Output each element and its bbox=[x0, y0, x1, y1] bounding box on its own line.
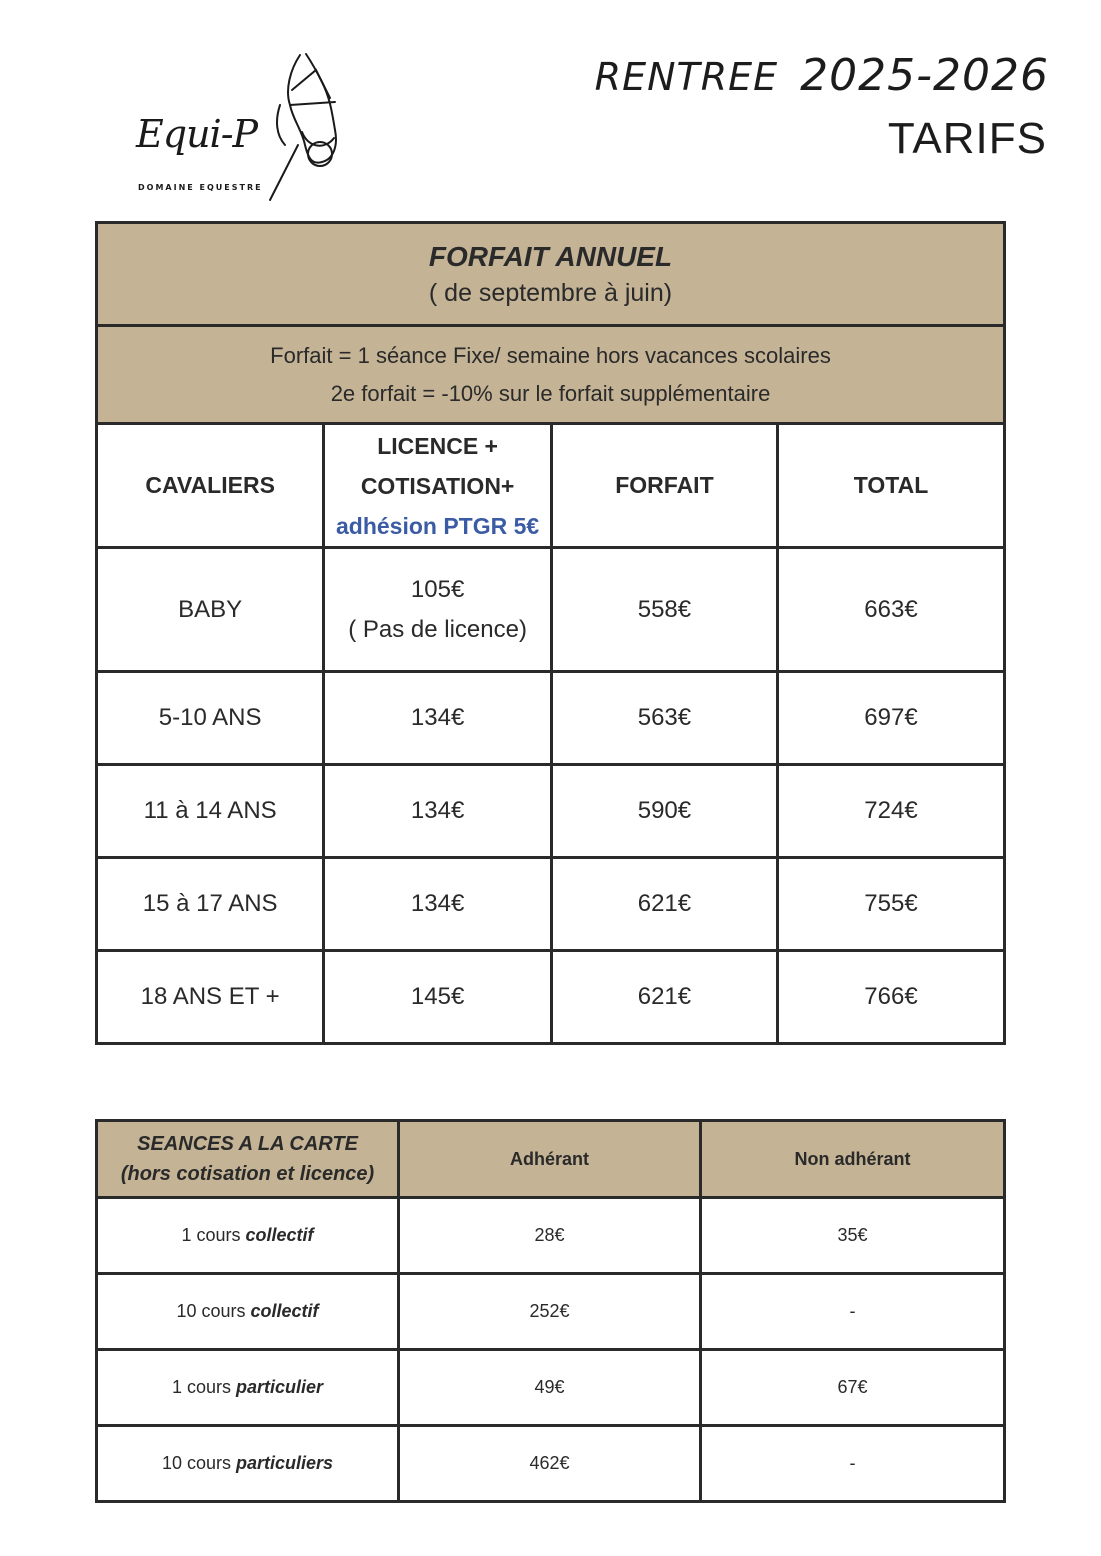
header-cavaliers: CAVALIERS bbox=[97, 424, 324, 548]
seances-title-line1: SEANCES A LA CARTE bbox=[137, 1133, 358, 1155]
header-licence bbox=[324, 424, 552, 548]
table-row bbox=[97, 765, 1005, 858]
forfait-title: FORFAIT ANNUEL bbox=[428, 240, 673, 272]
seances-header-row bbox=[97, 1121, 1005, 1198]
non-adherant-cell: 67€ bbox=[701, 1350, 1005, 1426]
total-cell: 724€ bbox=[778, 765, 1005, 858]
licence-cell bbox=[324, 548, 552, 672]
seance-label bbox=[97, 1350, 399, 1426]
rentree-label: RENTREE bbox=[594, 55, 779, 99]
licence-cell: 134€ bbox=[324, 672, 552, 765]
header-licence-line3: adhésion PTGR 5€ bbox=[335, 512, 540, 539]
table-row bbox=[97, 1426, 1005, 1502]
header-adherant: Adhérant bbox=[399, 1121, 701, 1198]
header-licence-line1: LICENCE + bbox=[377, 432, 498, 459]
cavalier-cell: 5-10 ANS bbox=[97, 672, 324, 765]
forfait-description-2: 2e forfait = -10% sur le forfait supplémentaire bbox=[330, 380, 771, 406]
licence-cell: 134€ bbox=[324, 765, 552, 858]
non-adherant-cell: - bbox=[701, 1426, 1005, 1502]
adherant-cell: 49€ bbox=[399, 1350, 701, 1426]
seance-kind: collectif bbox=[245, 1225, 314, 1245]
header-non-adherant: Non adhérant bbox=[701, 1121, 1005, 1198]
forfait-subtitle: ( de septembre à juin) bbox=[428, 278, 673, 307]
forfait-cell: 590€ bbox=[551, 765, 777, 858]
page-title: TARIFS bbox=[887, 114, 1047, 163]
seance-count: 1 cours bbox=[172, 1377, 237, 1397]
season-years: 2025-2026 bbox=[800, 50, 1049, 101]
seance-label bbox=[97, 1198, 399, 1274]
total-cell: 766€ bbox=[778, 951, 1005, 1044]
licence-cell: 145€ bbox=[324, 951, 552, 1044]
seance-count: 10 cours bbox=[161, 1453, 237, 1473]
adherant-cell: 462€ bbox=[399, 1426, 701, 1502]
seance-count: 10 cours bbox=[176, 1301, 251, 1321]
header-forfait: FORFAIT bbox=[551, 424, 777, 548]
logo-wordmark: Equi-P bbox=[136, 112, 258, 156]
table-row bbox=[97, 1350, 1005, 1426]
forfait-description-1: Forfait = 1 séance Fixe/ semaine hors vacances scolaires bbox=[270, 342, 831, 368]
table-row bbox=[97, 548, 1005, 672]
forfait-cell: 621€ bbox=[551, 951, 777, 1044]
cavalier-cell: BABY bbox=[97, 548, 324, 672]
cavalier-cell: 18 ANS ET + bbox=[97, 951, 324, 1044]
non-adherant-cell: - bbox=[701, 1274, 1005, 1350]
licence-value: 105€ bbox=[410, 575, 465, 603]
licence-cell: 134€ bbox=[324, 858, 552, 951]
seance-count: 1 cours bbox=[181, 1225, 246, 1245]
logo bbox=[130, 50, 360, 210]
seance-kind: particuliers bbox=[236, 1453, 334, 1473]
seance-kind: collectif bbox=[250, 1301, 319, 1321]
table-row bbox=[97, 1198, 1005, 1274]
forfait-cell: 558€ bbox=[551, 548, 777, 672]
header-total: TOTAL bbox=[778, 424, 1005, 548]
seances-title bbox=[97, 1121, 399, 1198]
header-licence-line2: COTISATION+ bbox=[360, 472, 515, 499]
forfait-cell: 563€ bbox=[551, 672, 777, 765]
season-heading bbox=[595, 50, 1049, 101]
forfait-cell: 621€ bbox=[551, 858, 777, 951]
total-cell: 755€ bbox=[778, 858, 1005, 951]
licence-note: ( Pas de licence) bbox=[348, 615, 527, 643]
cavalier-cell: 15 à 17 ANS bbox=[97, 858, 324, 951]
total-cell: 663€ bbox=[778, 548, 1005, 672]
forfait-description-row bbox=[97, 326, 1005, 424]
total-cell: 697€ bbox=[778, 672, 1005, 765]
adherant-cell: 252€ bbox=[399, 1274, 701, 1350]
cavalier-cell: 11 à 14 ANS bbox=[97, 765, 324, 858]
table-row bbox=[97, 951, 1005, 1044]
table-row bbox=[97, 858, 1005, 951]
forfait-title-row bbox=[97, 223, 1005, 326]
seance-kind: particulier bbox=[236, 1377, 324, 1397]
forfait-header-row bbox=[97, 424, 1005, 548]
logo-tagline: DOMAINE EQUESTRE bbox=[138, 183, 263, 192]
table-row bbox=[97, 672, 1005, 765]
seance-label bbox=[97, 1426, 399, 1502]
seances-table bbox=[95, 1119, 1006, 1503]
seances-title-line2: (hors cotisation et licence) bbox=[120, 1163, 375, 1185]
adherant-cell: 28€ bbox=[399, 1198, 701, 1274]
seance-label bbox=[97, 1274, 399, 1350]
forfait-table bbox=[95, 221, 1006, 1045]
non-adherant-cell: 35€ bbox=[701, 1198, 1005, 1274]
table-row bbox=[97, 1274, 1005, 1350]
